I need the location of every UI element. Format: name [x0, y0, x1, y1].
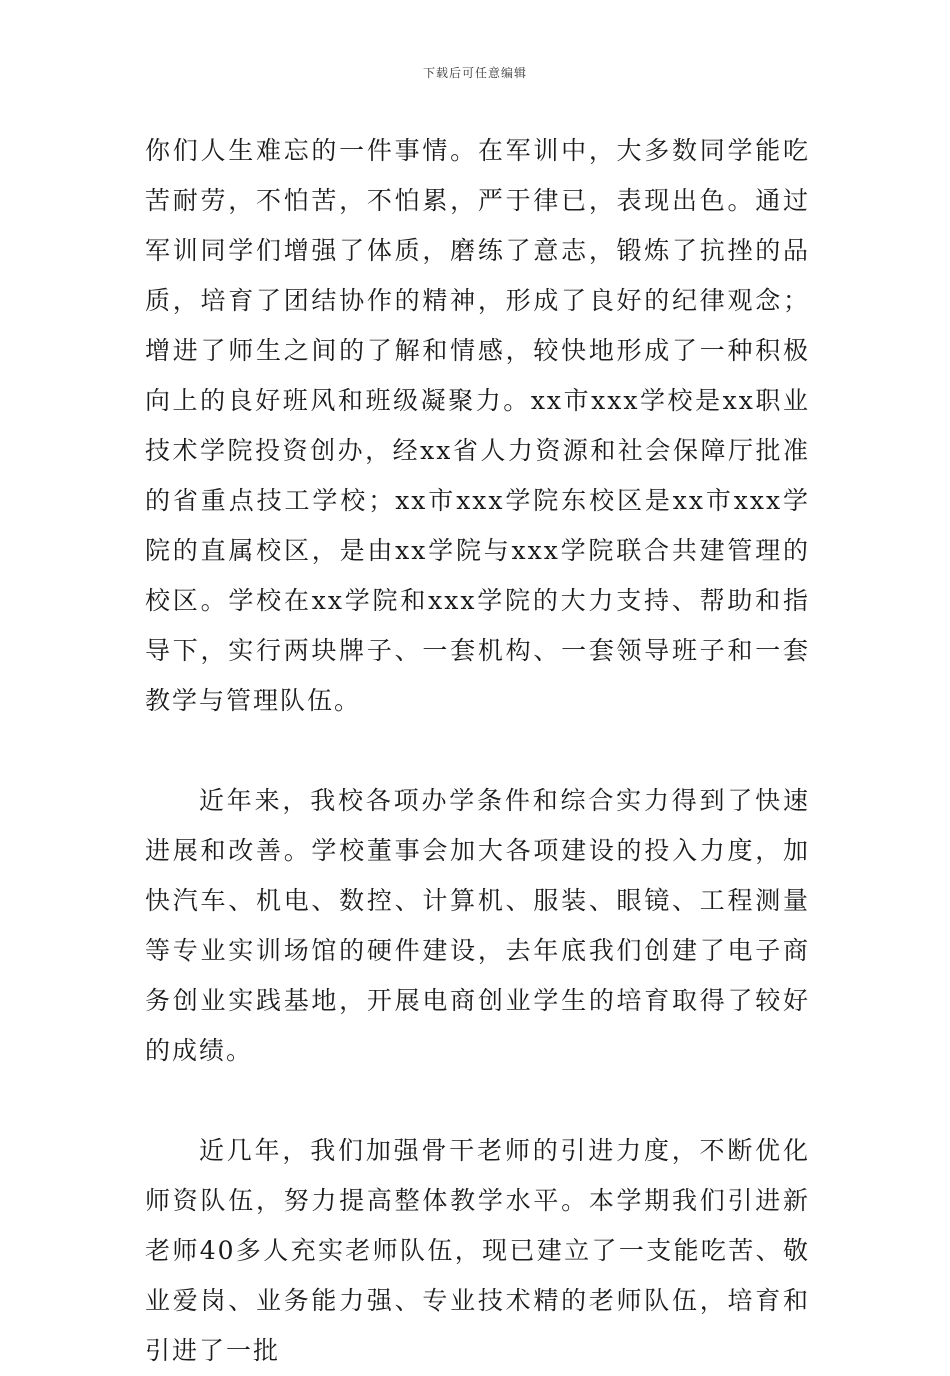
document-body — [145, 126, 810, 1376]
paragraph-school-conditions: 近年来，我校各项办学条件和综合实力得到了快速进展和改善。学校董事会加大各项建设的投入力度，加快汽车、机电、数控、计算机、服装、眼镜、工程测量等专业实训场馆的硬件建设，去年底我们创建了电子商务创业实践基地，开展电商创业学生的培育取得了较好的成绩。 — [145, 786, 810, 1065]
page-header-note: 下载后可任意编辑 — [422, 66, 527, 80]
paragraph-teacher-team: 近几年，我们加强骨干老师的引进力度，不断优化师资队伍，努力提高整体教学水平。本学期我们引进新老师40多人充实老师队伍，现已建立了一支能吃苦、敬业爱岗、业务能力强、专业技术精的老师队伍，培育和引进了一批 — [145, 1136, 810, 1365]
paragraph-military-training: 你们人生难忘的一件事情。在军训中，大多数同学能吃苦耐劳，不怕苦，不怕累，严于律已，表现出色。通过军训同学们增强了体质，磨练了意志，锻炼了抗挫的品质，培育了团结协作的精神，形成了良好的纪律观念；增进了师生之间的了解和情感，较快地形成了一种积极向上的良好班风和班级凝聚力。xx市xxx学校是xx职业技术学院投资创办，经xx省人力资源和社会保障厅批准的省重点技工学校；xx市xxx学院东校区是xx市xxx学院的直属校区，是由xx学院与xxx学院联合共建管理的校区。学校在xx学院和xxx学院的大力支持、帮助和指导下，实行两块牌子、一套机构、一套领导班子和一套教学与管理队伍。 — [145, 136, 810, 715]
